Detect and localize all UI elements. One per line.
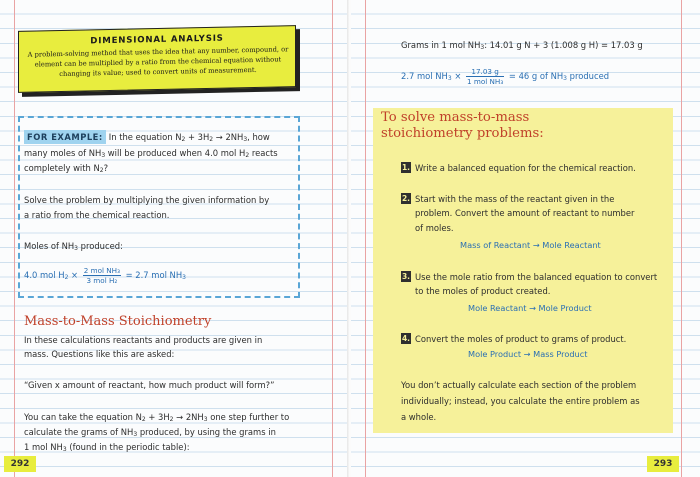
step-number-badge: 1. — [401, 163, 411, 172]
mole-ratio-fraction: $\frac{\text{2 mol NH₃}}{\text{3 mol H₂}}$ — [83, 266, 120, 285]
example-solve-2: a ratio from the chemical reaction. — [24, 210, 170, 220]
left-page — [0, 0, 349, 477]
margin-line — [365, 0, 366, 477]
solve-steps-title: To solve mass-to-mass stoichiometry problems: — [381, 110, 544, 141]
definition-box — [18, 25, 296, 93]
margin-line — [14, 0, 15, 477]
question-quote: “Given x amount of reactant, how much product will form?” — [24, 380, 275, 390]
definition-title: DIMENSIONAL ANALYSIS — [90, 33, 224, 47]
step-2-flow: Mass of Reactant → Mole Reactant — [460, 240, 601, 250]
closing-line-1: You don’t actually calculate each section of the problem — [401, 380, 637, 390]
para1-line-1: In these calculations reactants and products are given in — [24, 335, 263, 345]
step-3-flow: Mole Reactant → Mole Product — [468, 303, 592, 313]
para2-line-1: You can take the equation $N_2 + 3H_2 \to 2NH_3$ one step further to — [24, 412, 290, 423]
step-4: 4. Convert the moles of product to grams of product. — [401, 334, 627, 344]
grams-per-mole-line: Grams in 1 mol $NH_3$: 14.01 g N + 3 (1.008 g H) = 17.03 g — [401, 40, 643, 51]
closing-line-2: individually; instead, you calculate the entire problem as — [401, 396, 640, 406]
para2-line-2: calculate the grams of $NH_3$ produced, by using the grams in — [24, 427, 276, 438]
definition-body: A problem-solving method that uses the idea that any number, compound, or element can be multiplied by a ratio from the chemical equation without changing its value; used to convert units of measurement. — [27, 45, 289, 79]
step-3: 3. Use the mole ratio from the balanced equation to convert to the moles of product created. — [401, 272, 658, 297]
para2-line-3: 1 mol $NH_3$ (found in the periodic table): — [24, 442, 190, 453]
grams-calculation: 2.7 mol $NH_3$ × $\frac{17.03 g}{\text{1 mol NH₃}}$ = 46 g of $NH_3$ produced — [401, 67, 610, 86]
step-4-flow: Mole Product → Mass Product — [468, 349, 588, 359]
step-number-badge: 2. — [401, 194, 411, 203]
example-intro: FOR EXAMPLE: In the equation $N_2 + 3H_2 \to 2NH_3$, how — [24, 130, 270, 147]
molar-mass-fraction: $\frac{17.03 g}{\text{1 mol NH₃}}$ — [467, 67, 504, 86]
example-moles-label: Moles of $NH_3$ produced: — [24, 241, 123, 252]
example-solve-1: Solve the problem by multiplying the given information by — [24, 195, 270, 205]
step-1: 1. Write a balanced equation for the chemical reaction. — [401, 163, 636, 173]
margin-line — [332, 0, 333, 477]
page-number-left: 292 — [4, 456, 36, 472]
example-label: FOR EXAMPLE: — [24, 130, 106, 144]
page-number-right: 293 — [647, 456, 679, 472]
para1-line-2: mass. Questions like this are asked: — [24, 349, 175, 359]
example-calculation: 4.0 mol $H_2$ × $\frac{\text{2 mol NH₃}}{\text{3 mol H₂}}$ = 2.7 mol $NH_3$ — [24, 266, 186, 285]
step-2: 2. Start with the mass of the reactant given in the problem. Convert the amount of reactant to number of moles. — [401, 194, 635, 233]
example-line-2: many moles of $NH_3$ will be produced when 4.0 mol $H_2$ reacts — [24, 148, 278, 159]
step-number-badge: 3. — [401, 272, 411, 281]
step-number-badge: 4. — [401, 334, 411, 343]
example-line-3: completely with $N_2$? — [24, 163, 109, 174]
margin-line — [681, 0, 682, 477]
closing-line-3: a whole. — [401, 412, 437, 422]
mass-to-mass-heading: Mass-to-Mass Stoichiometry — [24, 314, 212, 329]
